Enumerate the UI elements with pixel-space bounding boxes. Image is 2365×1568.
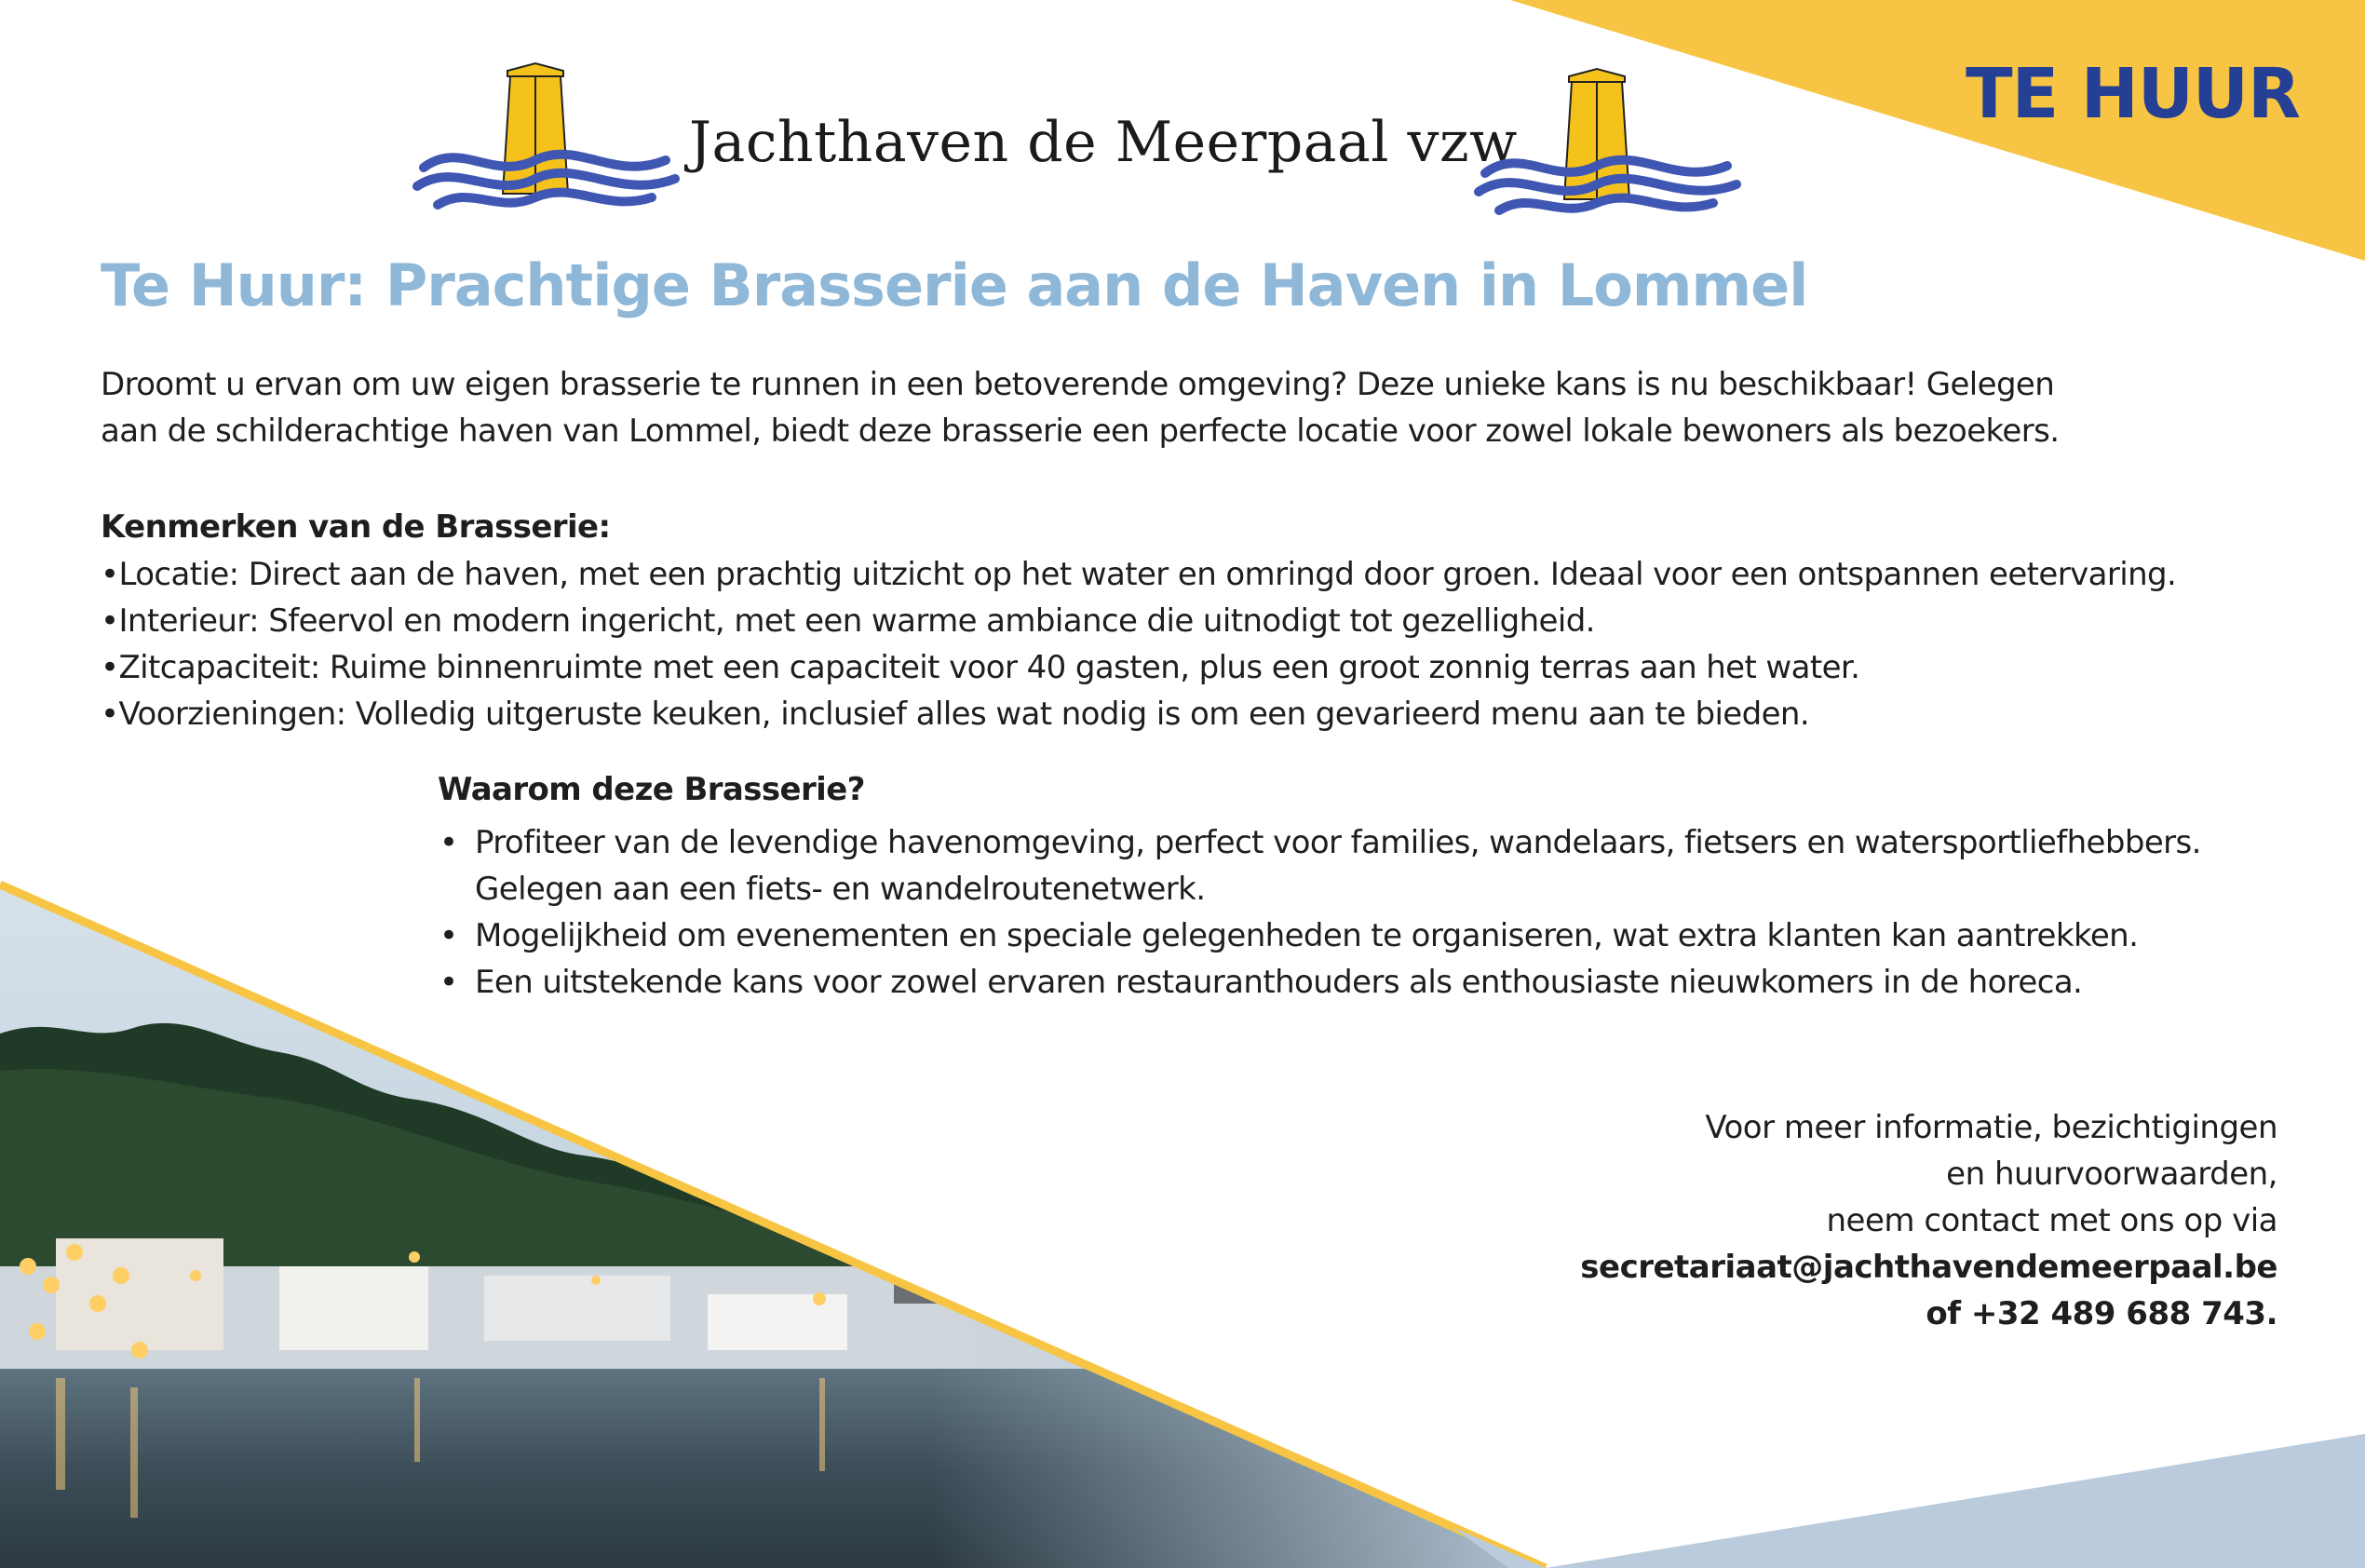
intro-paragraph [101, 361, 2242, 454]
intro-line: aan de schilderachtige haven van Lommel, biedt deze brasserie een perfecte locatie voor zowel lokale bewoners als bezoekers. [101, 412, 2060, 450]
feature-item: • Interieur: Sfeervol en modern ingericht, met een warme ambiance die uitnodigt tot gezelligheid. [101, 598, 2176, 644]
contact-line: neem contact met ons op via [1826, 1202, 2277, 1239]
why-item-text: • Mogelijkheid om evenementen en speciale gelegenheden te organiseren, wat extra klanten kan aantrekken. [475, 917, 2139, 954]
why-item [438, 819, 2201, 912]
why-heading: Waarom deze Brasserie? [438, 771, 865, 808]
contact-email-link[interactable]: secretariaat@jachthavendemeerpaal.be [1580, 1249, 2277, 1286]
why-item-text: • Profiteer van de levendige havenomgeving, perfect voor families, wandelaars, fietsers en watersportliefhebbers. [475, 824, 2201, 861]
logo [410, 56, 1816, 228]
features-heading: Kenmerken van de Brasserie: [101, 508, 611, 546]
why-item [438, 959, 2201, 1006]
for-rent-badge: TE HUUR [1966, 54, 2300, 134]
logo-text: Jachthaven de Meerpaal vzw [689, 110, 1518, 175]
why-item-text: Gelegen aan een fiets- en wandelroutenetwerk. [475, 871, 1206, 908]
why-item-text: • Een uitstekende kans voor zowel ervaren restauranthouders als enthousiaste nieuwkomers in de horeca. [475, 964, 2083, 1001]
page-title: Te Huur: Prachtige Brasserie aan de Haven in Lommel [101, 251, 1808, 319]
why-list [438, 819, 2201, 1006]
contact-phone[interactable]: of +32 489 688 743. [1926, 1295, 2277, 1332]
feature-item: • Voorzieningen: Volledig uitgeruste keuken, inclusief alles wat nodig is om een gevarieerd menu aan te bieden. [101, 691, 2176, 737]
meerpaal-logo-icon [410, 56, 689, 223]
contact-line: en huurvoorwaarden, [1946, 1156, 2277, 1193]
why-item [438, 912, 2201, 959]
contact-line: Voor meer informatie, bezichtigingen [1705, 1109, 2277, 1146]
contact-block [1439, 1104, 2277, 1337]
meerpaal-logo-icon [1471, 61, 1750, 229]
feature-item: • Locatie: Direct aan de haven, met een prachtig uitzicht op het water en omringd door groen. Ideaal voor een ontspannen eetervaring. [101, 551, 2176, 598]
intro-line: Droomt u ervan om uw eigen brasserie te runnen in een betoverende omgeving? Deze unieke kans is nu beschikbaar! Gelegen [101, 366, 2055, 403]
features-list [101, 551, 2176, 737]
feature-item: • Zitcapaciteit: Ruime binnenruimte met een capaciteit voor 40 gasten, plus een groot zonnig terras aan het water. [101, 644, 2176, 691]
